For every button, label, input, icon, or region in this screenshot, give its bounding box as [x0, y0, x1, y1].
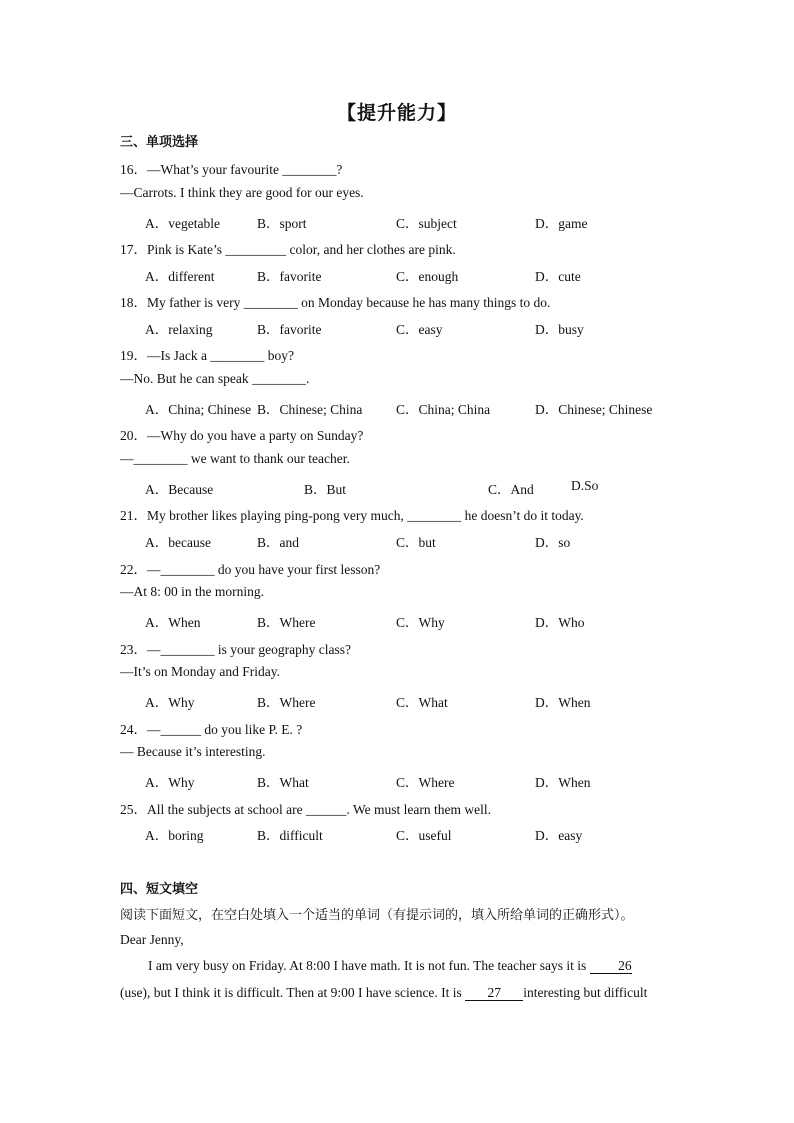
blank-number: 27	[487, 985, 501, 1000]
question-stem: 23．—________ is your geography class?	[120, 642, 351, 657]
option-b: B．favorite	[257, 322, 322, 337]
option-a: A．relaxing	[145, 322, 213, 337]
option-b: B．difficult	[257, 828, 323, 843]
option-a: A．because	[145, 535, 211, 550]
option-c: C．What	[396, 695, 448, 710]
question-stem: 21．My brother likes playing ping-pong very much, ________ he doesn’t do it today.	[120, 508, 584, 523]
options-row	[145, 212, 705, 230]
passage-text: interesting but difficult	[523, 985, 648, 1000]
passage-line	[148, 958, 703, 974]
question-reply: —At 8: 00 in the morning.	[120, 584, 264, 599]
question-stem: 22．—________ do you have your first lesson?	[120, 562, 381, 577]
option-d: D．Who	[535, 615, 585, 630]
option-a: A．boring	[145, 828, 204, 843]
option-d: D．busy	[535, 322, 584, 337]
passage-text: (use), but I think it is difficult. Then at 9:00 I have science. It is	[120, 985, 466, 1000]
options-row	[145, 824, 705, 842]
option-a: A．Why	[145, 775, 195, 790]
option-b: B．favorite	[257, 269, 322, 284]
option-c: C．easy	[396, 322, 443, 337]
question-stem: 18．My father is very ________ on Monday because he has many things to do.	[120, 295, 551, 310]
option-b: B．What	[257, 775, 309, 790]
question-stem: 17．Pink is Kate’s _________ color, and her clothes are pink.	[120, 242, 456, 257]
section-heading-multiple-choice: 三、单项选择	[120, 135, 199, 150]
question-reply: —It’s on Monday and Friday.	[120, 664, 280, 679]
options-row	[145, 691, 705, 709]
option-d: D．When	[535, 695, 591, 710]
option-b: B．But	[304, 482, 347, 497]
options-row	[145, 398, 705, 416]
question-stem: 25．All the subjects at school are ______. We must learn them well.	[120, 802, 491, 817]
question-reply: —________ we want to thank our teacher.	[120, 451, 350, 466]
option-d: D．game	[535, 216, 588, 231]
option-c: C．useful	[396, 828, 452, 843]
option-a: A．different	[145, 269, 215, 284]
options-row	[145, 478, 705, 496]
section-heading-passage-fill: 四、短文填空	[120, 882, 199, 897]
option-c: C．China; China	[396, 402, 491, 417]
question-stem: 19．—Is Jack a ________ boy?	[120, 348, 294, 363]
option-c: C．Why	[396, 615, 445, 630]
option-c: C．Where	[396, 775, 455, 790]
option-d: D.So	[571, 478, 599, 493]
question-stem: 16．—What’s your favourite ________?	[120, 162, 343, 177]
question-reply: —Carrots. I think they are good for our eyes.	[120, 185, 364, 200]
option-b: B．Where	[257, 615, 316, 630]
question-reply: — Because it’s interesting.	[120, 744, 266, 759]
page-title: 【提升能力】	[336, 102, 457, 124]
option-c: C．subject	[396, 216, 457, 231]
option-d: D．Chinese; Chinese	[535, 402, 653, 417]
blank-26	[590, 958, 632, 974]
option-a: A．Why	[145, 695, 195, 710]
passage-line	[120, 985, 675, 1001]
blank-27	[465, 985, 523, 1001]
option-c: C．And	[488, 482, 534, 497]
question-stem: 20．—Why do you have a party on Sunday?	[120, 428, 364, 443]
option-b: B．Chinese; China	[257, 402, 363, 417]
question-reply: —No. But he can speak ________.	[120, 371, 310, 386]
options-row	[145, 531, 705, 549]
options-row	[145, 318, 705, 336]
letter-greeting: Dear Jenny,	[120, 932, 184, 947]
option-b: B．Where	[257, 695, 316, 710]
options-row	[145, 771, 705, 789]
option-a: A．When	[145, 615, 201, 630]
options-row	[145, 265, 705, 283]
passage-text: I am very busy on Friday. At 8:00 I have math. It is not fun. The teacher says it is	[148, 958, 590, 973]
section-instruction: 阅读下面短文，在空白处填入一个适当的单词（有提示词的，填入所给单词的正确形式）。	[120, 908, 634, 923]
question-stem: 24．—______ do you like P. E. ?	[120, 722, 303, 737]
option-a: A．China; Chinese	[145, 402, 252, 417]
option-c: C．but	[396, 535, 436, 550]
option-c: C．enough	[396, 269, 459, 284]
option-d: D．easy	[535, 828, 583, 843]
blank-number: 26	[618, 958, 632, 973]
option-d: D．cute	[535, 269, 581, 284]
option-a: A．Because	[145, 482, 214, 497]
options-row	[145, 611, 705, 629]
option-b: B．sport	[257, 216, 307, 231]
option-a: A．vegetable	[145, 216, 220, 231]
option-d: D．so	[535, 535, 571, 550]
option-b: B．and	[257, 535, 299, 550]
option-d: D．When	[535, 775, 591, 790]
